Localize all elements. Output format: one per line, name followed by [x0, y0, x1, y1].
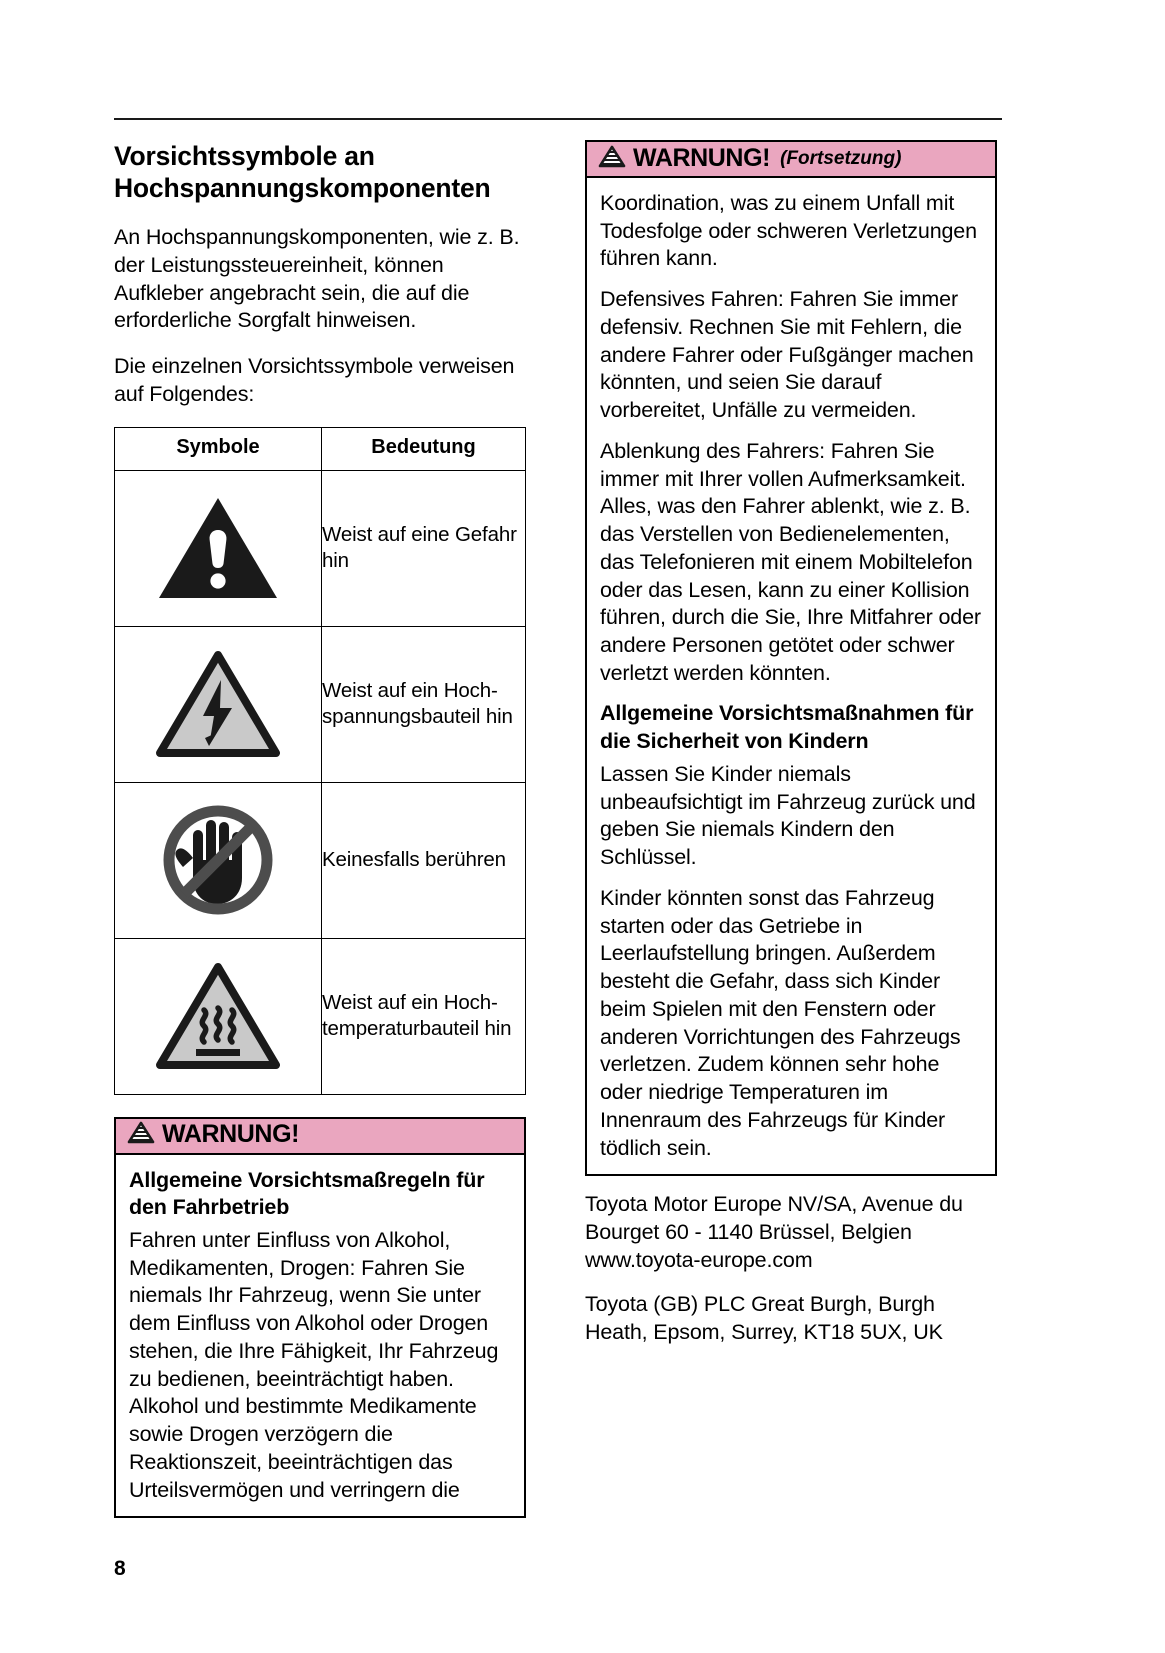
left-column: [114, 140, 526, 1518]
symbol-cell: [115, 938, 322, 1094]
meaning-cell: Weist auf ein Hoch-spannungsbauteil hin: [322, 626, 526, 782]
warning-paragraph: Koordination, was zu einem Unfall mit Todesfolge oder schweren Verletzungen führen kann.: [600, 191, 977, 271]
warning-continuation-label: (Fortsetzung): [780, 147, 902, 169]
warning-triangle-striped-icon: [598, 145, 626, 174]
warning-heading: Allgemeine Vorsichtsmaßregeln für den Fahrbetrieb: [129, 1167, 485, 1220]
table-row: [115, 938, 526, 1094]
table-row: [115, 782, 526, 938]
page-title: Vorsichtssymbole an Hochspannungskomponenten: [114, 141, 491, 204]
address-toyota-motor-europe: Toyota Motor Europe NV/SA, Avenue du Bourget 60 - 1140 Brüssel, Belgien www.toyota-europe.com: [585, 1192, 963, 1272]
address-toyota-gb: Toyota (GB) PLC Great Burgh, Burgh Heath, Epsom, Surrey, KT18 5UX, UK: [585, 1292, 943, 1345]
warning-box-right: [585, 140, 997, 1176]
intro-paragraph-1: An Hochspannungskomponenten, wie z. B. der Leistungssteuereinheit, können Aufkleber angebracht sein, die auf die erforderliche Sorgfalt hinweisen.: [114, 225, 520, 333]
column-header-bedeutung: Bedeutung: [322, 427, 526, 470]
column-header-symbole: Symbole: [115, 427, 322, 470]
warning-paragraph: Kinder könnten sonst das Fahrzeug starten oder das Getriebe in Leerlaufstellung bringen. Außerdem besteht die Gefahr, dass sich Kinder beim Spielen mit den Fenstern oder anderen Vorrichtungen des Fahrzeugs verletzen. Zudem können sehr hohe oder niedrige Temperaturen im Innenraum des Fahrzeugs für Kinder tödlich sein.: [600, 885, 961, 1160]
symbol-cell: [115, 782, 322, 938]
meaning-cell: Keinesfalls berühren: [322, 782, 526, 938]
table-row: [115, 470, 526, 626]
meaning-cell: Weist auf eine Gefahr hin: [322, 470, 526, 626]
header-rule: [114, 118, 1002, 120]
warning-title: WARNUNG!: [162, 1120, 300, 1149]
warning-title: WARNUNG!: [633, 143, 771, 172]
warning-box-body: [116, 1155, 524, 1517]
warning-paragraph: Fahren unter Einfluss von Alkohol, Medikamenten, Drogen: Fahren Sie niemals Ihr Fahrzeug, wenn Sie unter dem Einfluss von Alkohol oder Drogen stehen, die Ihre Fähigkeit, Ihr Fahrzeug zu bedienen, beeinträchtigt haben. Alkohol und bestimmte Medikamente sowie Drogen verzögern die Reaktionszeit, beeinträchtigen das Urteilsvermögen und verringern die: [129, 1228, 499, 1502]
warning-paragraph: Lassen Sie Kinder niemals unbeaufsichtigt im Fahrzeug zurück und geben Sie niemals Kindern den Schlüssel.: [600, 761, 976, 870]
table-header-row: [115, 427, 526, 470]
warning-paragraph: Defensives Fahren: Fahren Sie immer defensiv. Rechnen Sie mit Fehlern, die andere Fahrer oder Fußgänger machen könnten, und seien Sie darauf vorbereitet, Unfälle zu vermeiden.: [600, 287, 974, 423]
warning-box-left: [114, 1117, 526, 1519]
warning-triangle-striped-icon: [127, 1121, 155, 1150]
page-number: 8: [114, 1557, 126, 1580]
warning-heading: Allgemeine Vorsichtsmaßnahmen für die Sicherheit von Kindern: [600, 701, 974, 754]
intro-paragraph-2: Die einzelnen Vorsichtssymbole verweisen auf Folgendes:: [114, 354, 515, 406]
symbol-cell: [115, 470, 322, 626]
right-column: [585, 140, 997, 1347]
company-address-block: [585, 1191, 997, 1347]
high-voltage-lightning-triangle-icon: [115, 650, 321, 758]
warning-exclamation-triangle-icon: [115, 494, 321, 602]
warning-box-body: [587, 178, 995, 1174]
do-not-touch-hand-icon: [115, 802, 321, 918]
symbol-cell: [115, 626, 322, 782]
hot-surface-triangle-icon: [115, 962, 321, 1070]
warning-box-header: [116, 1119, 524, 1155]
meaning-cell: Weist auf ein Hoch-temperaturbauteil hin: [322, 938, 526, 1094]
warning-box-header: [587, 142, 995, 178]
table-row: [115, 626, 526, 782]
symbol-meaning-table: [114, 427, 526, 1095]
warning-paragraph: Ablenkung des Fahrers: Fahren Sie immer mit Ihrer vollen Aufmerksamkeit. Alles, was den Fahrer ablenkt, wie z. B. das Verstellen von Bedienelementen, das Telefonieren mit einem Mobiltelefon oder das Lesen, kann zu einer Kollision führen, durch die Sie, Ihre Mitfahrer oder andere Personen getötet oder schwer verletzt werden könnten.: [600, 438, 981, 685]
